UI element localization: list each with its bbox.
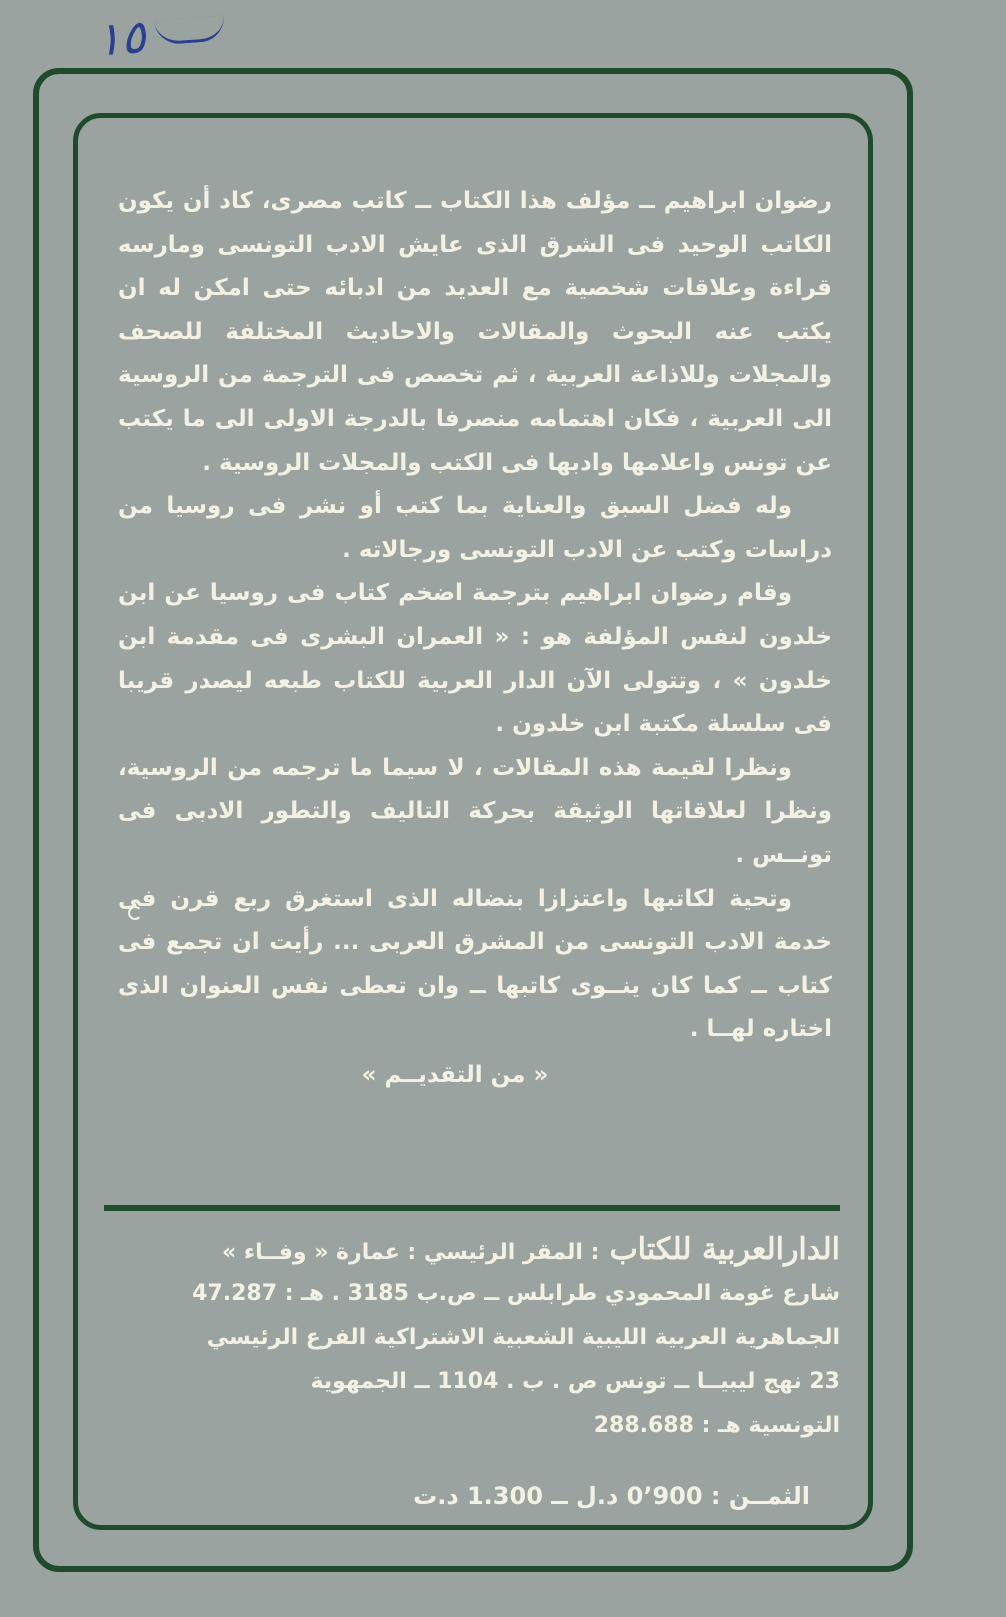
handwritten-page-number: ١٥ — [94, 4, 227, 67]
section-divider — [104, 1205, 840, 1211]
paragraph-tribute: وتحية لكاتبها واعتزازا بنضاله الذى استغرق ربع قرن فى خدمة الادب التونسى من المشرق العربى ... رأيت ان تجمع فى كتاب ــ كما كان ينــوى كاتبها ــ وان تعطى نفس العنوان الذى اختاره لهــا . — [118, 885, 832, 1043]
publisher-info — [118, 1228, 840, 1448]
paragraph-value: ونظرا لقيمة هذه المقالات ، لا سيما ما ترجمه من الروسية، ونظرا لعلاقاتها الوثيقة بحركة التاليف والتطور الادبى فى تونــس . — [118, 754, 832, 868]
source-note: « من التقديــم » — [361, 1061, 549, 1088]
margin-mark — [128, 906, 142, 920]
publisher-line-3: الجماهرية العربية الليبية الشعبية الاشتراكية الفرع الرئيسي — [206, 1325, 840, 1350]
paragraph-translation: وقام رضوان ابراهيم بترجمة اضخم كتاب فى روسيا عن ابن خلدون لنفس المؤلفة هو : « العمران البشرى فى مقدمة ابن خلدون » ، وتتولى الآن الدار العربية للكتاب طبعه ليصدر قريبا فى سلسلة مكتبة ابن خلدون . — [118, 580, 832, 738]
publisher-line-5: التونسية هـ : 288.688 — [593, 1413, 840, 1438]
paragraph-author-intro: رضوان ابراهيم ــ مؤلف هذا الكتاب ــ كاتب مصرى، كاد أن يكون الكاتب الوحيد فى الشرق الذى عايش الادب التونسى ومارسه قراءة وعلاقات شخصية مع العديد من ادبائه حتى امكن له ان يكتب عنه البحوث والمقالات والاحاديث المختلفة للصحف والمجلات وللاذاعة العربية ، ثم تخصص فى الترجمة من الروسية الى العربية ، فكان اهتمامه منصرفا بالدرجة الاولى الى ما يكتب عن تونس واعلامها وادبها فى الكتب والمجلات الروسية . — [118, 188, 832, 476]
publisher-line-4: 23 نهج ليبيــا ــ تونس ص . ب . 1104 ــ الجمهوية — [310, 1369, 840, 1394]
publisher-line-2: شارع غومة المحمودي طرابلس ــ ص.ب 3185 . هـ : 47.287 — [192, 1281, 840, 1306]
publisher-logo: الدارالعربية للكتاب — [609, 1232, 840, 1267]
price: الثمــن : 0٬900 د.ل ــ 1.300 د.ت — [413, 1482, 810, 1510]
paragraph-precedence: وله فضل السبق والعناية بما كتب أو نشر فى روسيا من دراسات وكتب عن الادب التونسى ورجالاته . — [118, 493, 832, 563]
blurb-text — [118, 180, 832, 1097]
publisher-line-1: الدارالعربية للكتاب: المقر الرئيسي : عمارة « وفــاء » — [222, 1232, 840, 1267]
